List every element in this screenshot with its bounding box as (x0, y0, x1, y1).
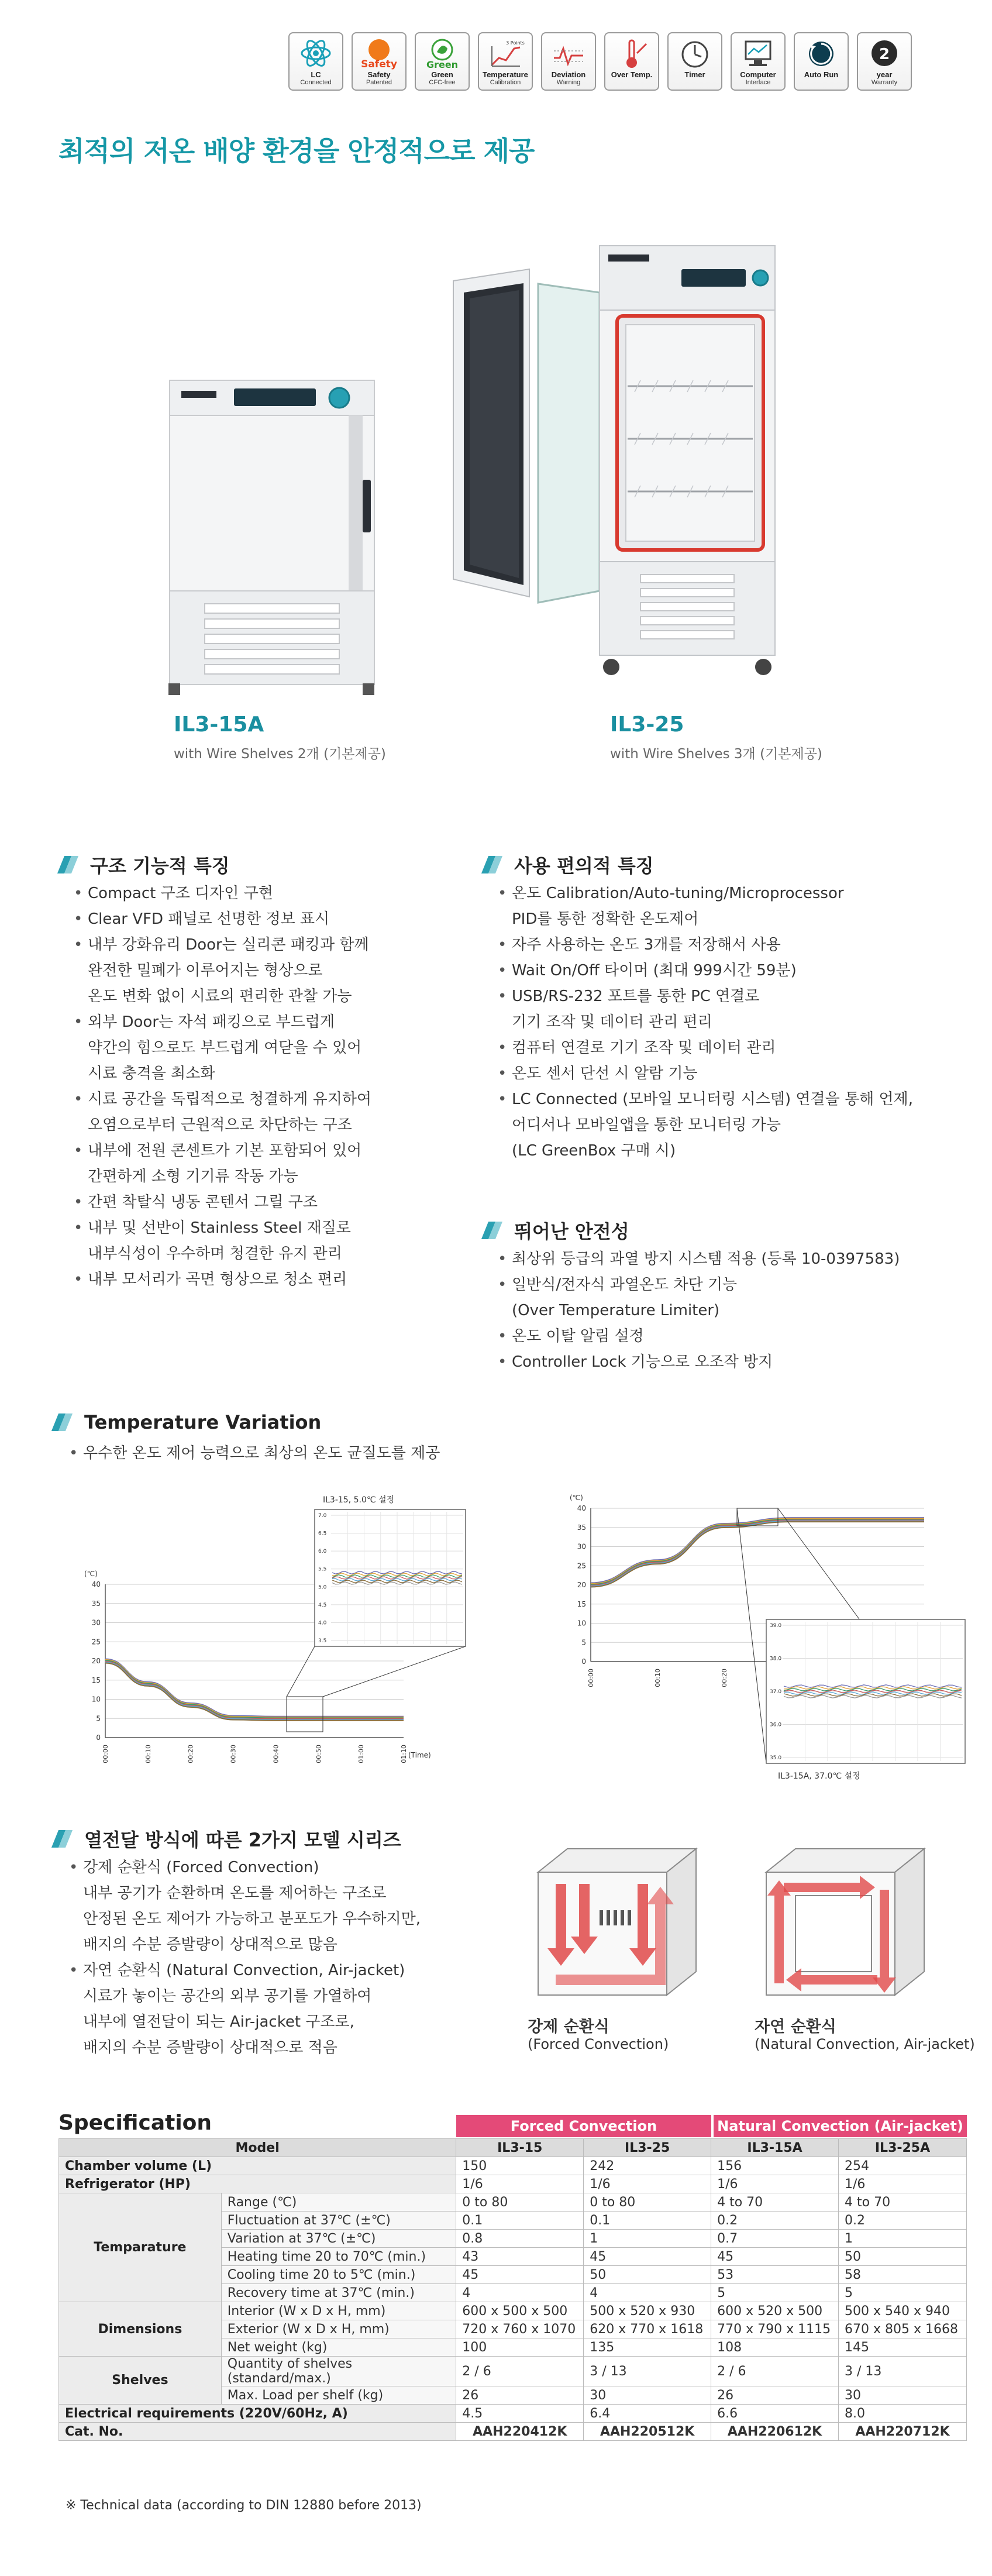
green-cfc-free-icon: Green Green CFC-free (415, 32, 470, 91)
y-tick-label: 15 (91, 1676, 101, 1684)
y-tick-label: 20 (577, 1581, 586, 1589)
natural-caption-sub: (Natural Convection, Air-jacket) (755, 2036, 975, 2052)
table-cell: 8.0 (839, 2405, 967, 2423)
list-item: • 온도 이탈 알림 설정 (494, 1323, 974, 1349)
header-cell: Model (59, 2139, 456, 2157)
cooling-chart (53, 1486, 474, 1784)
row-label: Recovery time at 37℃ (min.) (221, 2284, 456, 2302)
table-row (59, 2157, 967, 2175)
product-model-il3-25: IL3-25 (610, 713, 684, 737)
table-cell: 1 (584, 2230, 711, 2248)
model-series-list (66, 1855, 510, 2061)
list-item: • 시료 공간을 독립적으로 청결하게 유지하여 오염으로부터 근원적으로 차단하는 구조 (70, 1086, 480, 1138)
x-tick-group (721, 1669, 728, 1687)
list-item: • 내부 강화유리 Door는 실리콘 패킹과 함께 완전한 밀폐가 이루어지는 형상으로 온도 변화 없이 시료의 편리한 관찰 가능 (70, 932, 480, 1009)
series-line (105, 1662, 404, 1719)
forced-convection-group-header: Forced Convection (456, 2115, 711, 2137)
table-cell: 45 (584, 2248, 711, 2266)
convenience-section-title: 사용 편의적 특징 (483, 851, 654, 878)
table-cell: 2 / 6 (711, 2357, 839, 2386)
x-tick-label: 00:20 (187, 1745, 195, 1763)
table-cell: 1 (839, 2230, 967, 2248)
list-item: • 온도 센서 단선 시 알람 기능 (494, 1061, 974, 1086)
warranty-icon: 2 year Warranty (857, 32, 912, 91)
series-line (105, 1663, 404, 1721)
list-item: • LC Connected (모바일 모니터링 시스템) 연결을 통해 언제, 어디서나 모바일앱을 통한 모니터링 가능 (LC GreenBox 구매 시) (494, 1086, 974, 1164)
table-cell: 4 (456, 2284, 584, 2302)
table-cell: 254 (839, 2157, 967, 2175)
x-tick-label: 01:10 (400, 1745, 408, 1763)
list-item: • 내부에 전원 콘센트가 기본 포함되어 있어 간편하게 소형 기기류 작동 가능 (70, 1138, 480, 1189)
series-line (591, 1519, 924, 1584)
heating-chart (538, 1486, 971, 1796)
y-tick-label: 20 (91, 1657, 101, 1665)
natural-convection-illustration (749, 1837, 942, 2007)
forced-caption-sub: (Forced Convection) (528, 2036, 669, 2052)
x-tick-label: 00:00 (102, 1745, 109, 1763)
inset-y-tick-label: 35.0 (770, 1755, 782, 1761)
table-cell: 50 (839, 2248, 967, 2266)
list-item: • 우수한 온도 제어 능력으로 최상의 온도 균질도를 제공 (66, 1440, 767, 1466)
cat-no-cell: AAH220512K (584, 2423, 711, 2441)
cat-no-cell: AAH220412K (456, 2423, 584, 2441)
cat-no-cell: AAH220612K (711, 2423, 839, 2441)
product-sub-il3-25: with Wire Shelves 3개 (기본제공) (610, 747, 822, 762)
inset-y-tick-label: 37.0 (770, 1689, 782, 1695)
inset-title: IL3-15A, 37.0℃ 설정 (778, 1772, 860, 1781)
table-cell: 600 x 520 x 500 (711, 2302, 839, 2320)
section-marker-icon (58, 856, 82, 873)
list-item: • 온도 Calibration/Auto-tuning/Microprocessor PID를 통한 정확한 온도제어 (494, 881, 974, 932)
table-cell: 150 (456, 2157, 584, 2175)
inset-y-tick-label: 38.0 (770, 1656, 782, 1662)
table-cell: 0.7 (711, 2230, 839, 2248)
header-cell: IL3-25 (584, 2139, 711, 2157)
x-tick-group (654, 1669, 662, 1687)
table-row (59, 2405, 967, 2423)
y-axis-label: (℃) (84, 1570, 98, 1578)
table-cell: 0.2 (711, 2212, 839, 2230)
list-item: • 최상위 등급의 과열 방지 시스템 적용 (등록 10-0397583) (494, 1246, 974, 1272)
series-line (105, 1659, 404, 1717)
table-cell: 58 (839, 2266, 967, 2284)
x-tick-label: 00:10 (144, 1745, 152, 1763)
zoom-box (287, 1697, 323, 1732)
convenience-feature-list (494, 881, 974, 1164)
deviation-warning-icon: Deviation Warning (541, 32, 596, 91)
series-line (105, 1660, 404, 1717)
table-cell: 45 (711, 2248, 839, 2266)
table-cell: 5 (839, 2284, 967, 2302)
structure-feature-list (70, 881, 480, 1292)
series-line (105, 1662, 404, 1719)
table-cell: 5 (711, 2284, 839, 2302)
row-label: Quantity of shelves (standard/max.) (221, 2357, 456, 2386)
list-item: • Controller Lock 기능으로 오조작 방지 (494, 1349, 974, 1375)
x-axis-label: (Time) (408, 1751, 431, 1759)
y-axis-label: (℃) (570, 1494, 583, 1502)
svg-text:2: 2 (879, 46, 890, 63)
y-tick-label: 10 (577, 1619, 586, 1628)
table-cell: 30 (584, 2386, 711, 2405)
list-item: • 내부 및 선반이 Stainless Steel 재질로 내부식성이 우수하며 청결한 유지 관리 (70, 1215, 480, 1267)
table-cell: 4 to 70 (711, 2193, 839, 2212)
y-tick-label: 0 (96, 1734, 101, 1742)
section-marker-icon (483, 856, 506, 873)
list-item: • 강제 순환식 (Forced Convection) 내부 공기가 순환하며 온도를 제어하는 구조로 안정된 온도 제어가 가능하고 분포도가 우수하지만, 배지의 수분 증발량이 상대적으로 많음 (66, 1855, 510, 1958)
row-label: Exterior (W x D x H, mm) (221, 2320, 456, 2338)
y-tick-label: 10 (91, 1695, 101, 1704)
y-tick-label: 5 (96, 1714, 101, 1723)
inset-y-tick-label: 5.5 (318, 1566, 327, 1573)
table-header-row (59, 2139, 967, 2157)
section-marker-icon (53, 1413, 76, 1431)
list-item: • USB/RS-232 포트를 통한 PC 연결로 기기 조작 및 데이터 관리 편리 (494, 983, 974, 1035)
table-cell: 2 / 6 (456, 2357, 584, 2386)
table-cell: 6.4 (584, 2405, 711, 2423)
inset-y-tick-label: 39.0 (770, 1623, 782, 1629)
row-label: Variation at 37℃ (±℃) (221, 2230, 456, 2248)
table-cell: 500 x 520 x 930 (584, 2302, 711, 2320)
y-tick-label: 30 (577, 1542, 586, 1551)
y-tick-label: 5 (581, 1638, 586, 1647)
header-cell: IL3-25A (839, 2139, 967, 2157)
table-row (59, 2357, 967, 2386)
page-headline: 최적의 저온 배양 환경을 안정적으로 제공 (58, 135, 535, 167)
table-cell: 50 (584, 2266, 711, 2284)
table-cell: 0.8 (456, 2230, 584, 2248)
table-cell: 242 (584, 2157, 711, 2175)
table-cell: 4 to 70 (839, 2193, 967, 2212)
table-row (59, 2175, 967, 2193)
row-label: Cooling time 20 to 5℃ (min.) (221, 2266, 456, 2284)
temperature-variation-title: Temperature Variation (53, 1411, 321, 1433)
list-item: • 일반식/전자식 과열온도 차단 기능 (Over Temperature Limiter) (494, 1272, 974, 1323)
x-tick-group (272, 1745, 280, 1763)
row-label: Electrical requirements (220V/60Hz, A) (59, 2405, 456, 2423)
table-cell: 3 / 13 (584, 2357, 711, 2386)
table-cell: 670 x 805 x 1668 (839, 2320, 967, 2338)
safety-section-title: 뛰어난 안전성 (483, 1217, 629, 1244)
y-tick-label: 35 (577, 1523, 586, 1532)
inset-y-tick-label: 6.5 (318, 1531, 327, 1537)
y-tick-label: 25 (91, 1638, 101, 1646)
x-tick-group (187, 1745, 195, 1763)
inset-y-tick-label: 6.0 (318, 1549, 327, 1555)
cat-no-cell: AAH220712K (839, 2423, 967, 2441)
series-line (591, 1522, 924, 1587)
inset-title: IL3-15, 5.0℃ 설정 (323, 1495, 395, 1505)
row-label: Cat. No. (59, 2423, 456, 2441)
zoom-connector (323, 1646, 466, 1697)
auto-run-icon: Auto Run (794, 32, 849, 91)
table-cell: 30 (839, 2386, 967, 2405)
x-tick-group (400, 1745, 408, 1763)
table-cell: 0 to 80 (456, 2193, 584, 2212)
table-cell: 45 (456, 2266, 584, 2284)
x-tick-group (102, 1745, 109, 1763)
x-tick-label: 00:10 (654, 1669, 662, 1687)
list-item: • Clear VFD 패널로 선명한 정보 표시 (70, 906, 480, 932)
product-model-il3-15a: IL3-15A (174, 713, 264, 737)
row-label: Net weight (kg) (221, 2338, 456, 2357)
inset-y-tick-label: 4.5 (318, 1602, 327, 1608)
x-tick-label: 00:20 (721, 1669, 728, 1687)
header-cell: IL3-15A (711, 2139, 839, 2157)
table-cell: 0 to 80 (584, 2193, 711, 2212)
timer-icon: Timer (667, 32, 722, 91)
safety-feature-list (494, 1246, 974, 1375)
row-label: Chamber volume (L) (59, 2157, 456, 2175)
table-cell: 4 (584, 2284, 711, 2302)
table-cell: 770 x 790 x 1115 (711, 2320, 839, 2338)
table-cell: 1/6 (711, 2175, 839, 2193)
x-tick-group (230, 1745, 237, 1763)
forced-convection-illustration (521, 1837, 714, 2007)
row-label: Range (℃) (221, 2193, 456, 2212)
model-series-title: 열전달 방식에 따른 2가지 모델 시리즈 (53, 1825, 401, 1852)
row-label: Fluctuation at 37℃ (±℃) (221, 2212, 456, 2230)
temperature-calibration-icon: 3 Points Temperature Calibration (478, 32, 533, 91)
table-cell: 6.6 (711, 2405, 839, 2423)
inset-y-tick-label: 3.5 (318, 1638, 327, 1644)
over-temp-icon: Over Temp. (604, 32, 659, 91)
table-cell: 620 x 770 x 1618 (584, 2320, 711, 2338)
inset-y-tick-label: 36.0 (770, 1722, 782, 1728)
product-image-il3-15a (164, 374, 386, 702)
table-cell: 4.5 (456, 2405, 584, 2423)
feature-icon-bar (288, 32, 967, 92)
table-cell: 1/6 (456, 2175, 584, 2193)
table-cell: 1/6 (584, 2175, 711, 2193)
list-item: • Wait On/Off 타이머 (최대 999시간 59분) (494, 958, 974, 983)
row-label: Interior (W x D x H, mm) (221, 2302, 456, 2320)
table-cell: 43 (456, 2248, 584, 2266)
table-cell: 53 (711, 2266, 839, 2284)
svg-text:3 Points: 3 Points (506, 40, 525, 46)
product-sub-il3-15a: with Wire Shelves 2개 (기본제공) (174, 747, 386, 762)
table-cell: 156 (711, 2157, 839, 2175)
y-tick-label: 0 (581, 1657, 586, 1666)
x-tick-group (357, 1745, 365, 1763)
natural-convection-group-header: Natural Convection (Air-jacket) (714, 2115, 967, 2137)
x-tick-label: 01:00 (357, 1745, 366, 1763)
table-cell: 500 x 540 x 940 (839, 2302, 967, 2320)
table-cell: 3 / 13 (839, 2357, 967, 2386)
svg-text:Green: Green (426, 59, 459, 70)
series-line (591, 1520, 924, 1585)
svg-text:Safety: Safety (361, 59, 397, 70)
list-item: • 자주 사용하는 온도 3개를 저장해서 사용 (494, 932, 974, 958)
table-cell: 135 (584, 2338, 711, 2357)
x-tick-label: 00:50 (315, 1745, 323, 1763)
temperature-variation-desc (66, 1440, 767, 1466)
table-cell: 26 (456, 2386, 584, 2405)
series-line (105, 1660, 404, 1718)
table-cell: 26 (711, 2386, 839, 2405)
header-cell: IL3-15 (456, 2139, 584, 2157)
table-row (59, 2193, 967, 2212)
forced-caption-title: 강제 순환식 (528, 2018, 609, 2036)
section-marker-icon (53, 1830, 76, 1848)
list-item: • 내부 모서리가 곡면 형상으로 청소 편리 (70, 1267, 480, 1292)
row-group-label: Temparature (59, 2193, 222, 2302)
y-tick-label: 15 (577, 1600, 586, 1608)
row-label: Heating time 20 to 70℃ (min.) (221, 2248, 456, 2266)
inset-y-tick-label: 5.0 (318, 1584, 327, 1591)
lc-connected-icon: LC Connected (288, 32, 343, 91)
series-line (591, 1519, 924, 1584)
table-row (59, 2423, 967, 2441)
spec-footnote: ※ Technical data (according to DIN 12880 before 2013) (66, 2498, 422, 2513)
row-group-label: Dimensions (59, 2302, 222, 2357)
product-image-il3-25 (442, 234, 804, 702)
table-cell: 600 x 500 x 500 (456, 2302, 584, 2320)
table-cell: 0.2 (839, 2212, 967, 2230)
spec-title: Specification (58, 2111, 212, 2135)
computer-interface-icon: Computer Interface (731, 32, 786, 91)
table-cell: 0.1 (456, 2212, 584, 2230)
y-tick-label: 35 (91, 1599, 101, 1608)
y-tick-label: 40 (91, 1580, 101, 1588)
table-cell: 108 (711, 2338, 839, 2357)
x-tick-label: 00:40 (272, 1745, 280, 1763)
table-cell: 720 x 760 x 1070 (456, 2320, 584, 2338)
inset-y-tick-label: 4.0 (318, 1620, 327, 1626)
y-tick-label: 30 (91, 1618, 101, 1627)
y-tick-label: 40 (577, 1504, 586, 1512)
x-tick-group (144, 1745, 152, 1763)
y-tick-label: 25 (577, 1562, 586, 1570)
series-line (591, 1521, 924, 1586)
structure-section-title: 구조 기능적 특징 (58, 851, 230, 878)
table-cell: 1/6 (839, 2175, 967, 2193)
list-item: • 자연 순환식 (Natural Convection, Air-jacket) 시료가 놓이는 공간의 외부 공기를 가열하여 내부에 열전달이 되는 Air-jacket 구조로, 배지의 수분 증발량이 상대적으로 적음 (66, 1958, 510, 2061)
inset-y-tick-label: 7.0 (318, 1513, 327, 1519)
list-item: • 컴퓨터 연결로 기기 조작 및 데이터 관리 (494, 1035, 974, 1061)
x-tick-group (587, 1669, 595, 1687)
x-tick-label: 00:00 (587, 1669, 595, 1687)
list-item: • 간편 착탈식 냉동 콘텐서 그릴 구조 (70, 1189, 480, 1215)
section-marker-icon (483, 1222, 506, 1239)
zoom-connector (287, 1646, 315, 1697)
row-label: Max. Load per shelf (kg) (221, 2386, 456, 2405)
table-cell: 145 (839, 2338, 967, 2357)
safety-patented-icon: Safety Safety Patented (352, 32, 407, 91)
spec-table (58, 2138, 967, 2441)
natural-caption-title: 자연 순환식 (755, 2018, 836, 2036)
x-tick-label: 00:30 (229, 1745, 237, 1763)
x-tick-group (315, 1745, 322, 1763)
row-group-label: Shelves (59, 2357, 222, 2405)
table-cell: 0.1 (584, 2212, 711, 2230)
list-item: • 외부 Door는 자석 패킹으로 부드럽게 약간의 힘으로도 부드럽게 여닫을 수 있어 시료 충격을 최소화 (70, 1009, 480, 1086)
row-label: Refrigerator (HP) (59, 2175, 456, 2193)
list-item: • Compact 구조 디자인 구현 (70, 881, 480, 906)
table-row (59, 2302, 967, 2320)
table-cell: 100 (456, 2338, 584, 2357)
